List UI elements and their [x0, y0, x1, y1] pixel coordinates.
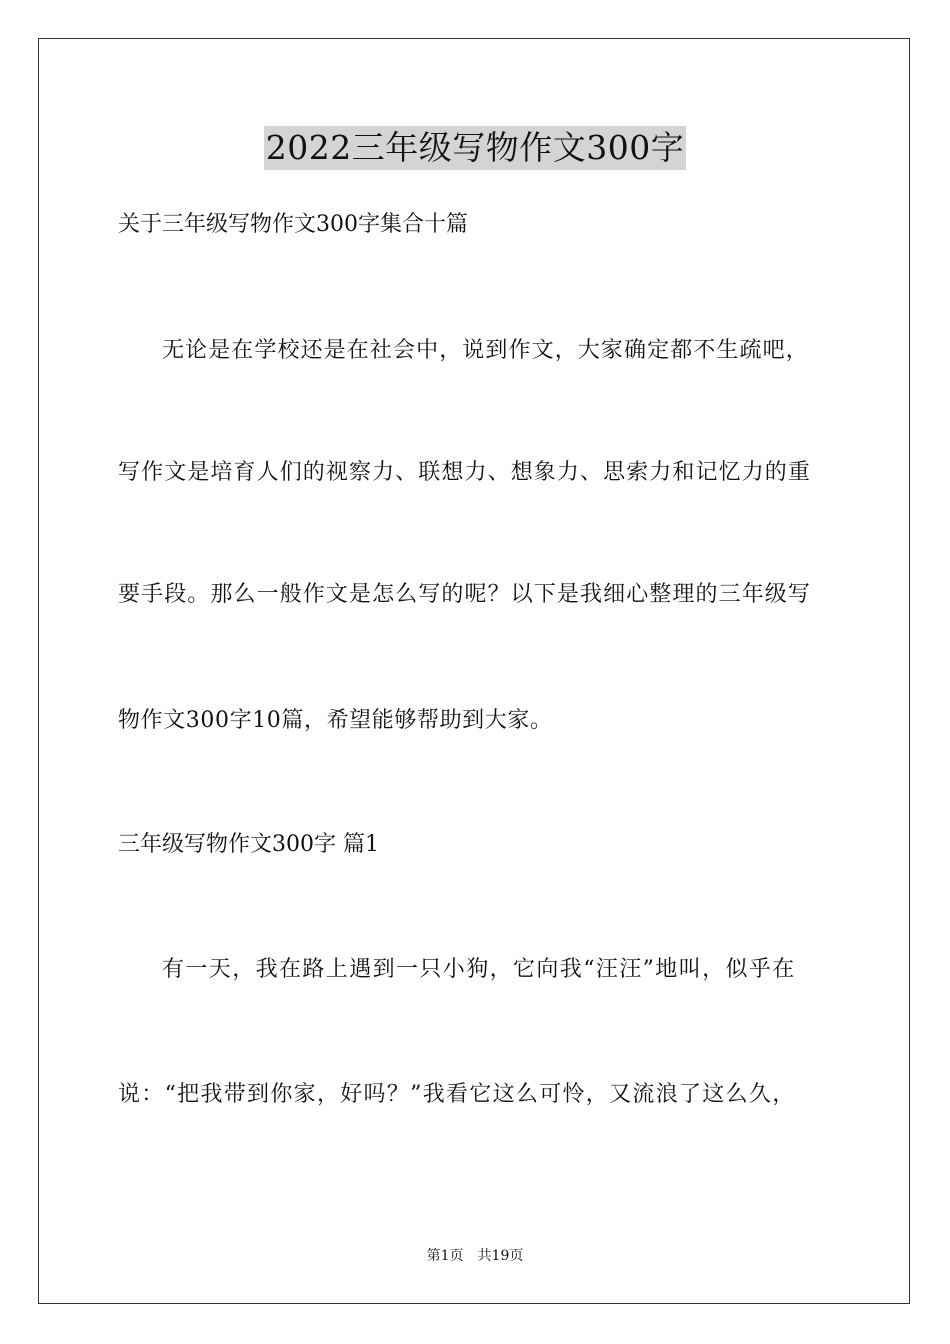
paragraph-line: 物作文300字10篇，希望能够帮助到大家。	[118, 708, 553, 733]
page-number: 第1页	[426, 1248, 464, 1264]
paragraph-line: 无论是在学校还是在社会中，说到作文，大家确定都不生疏吧，	[162, 338, 809, 363]
paragraph-line: 写作文是培育人们的视察力、联想力、想象力、思索力和记忆力的重	[118, 460, 812, 485]
paragraph-line: 说：“把我带到你家，好吗？”我看它这么可怜，又流浪了这么久，	[118, 1082, 796, 1107]
section-heading: 三年级写物作文300字 篇1	[118, 832, 379, 857]
subtitle-line: 关于三年级写物作文300字集合十篇	[118, 212, 468, 237]
paragraph-line: 有一天，我在路上遇到一只小狗，它向我“汪汪”地叫，似乎在	[162, 957, 796, 982]
paragraph-line: 要手段。那么一般作文是怎么写的呢？以下是我细心整理的三年级写	[118, 582, 812, 607]
document-title: 2022三年级写物作文300字	[264, 126, 686, 170]
document-title-container	[0, 126, 950, 170]
page-total: 共19页	[477, 1248, 524, 1264]
page-footer	[0, 1247, 950, 1265]
